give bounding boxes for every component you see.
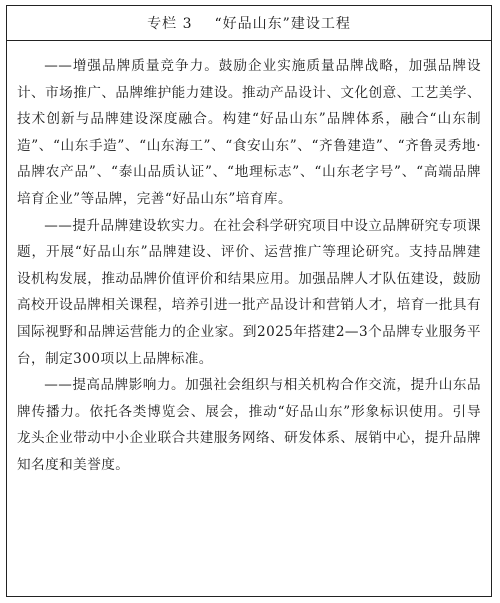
box-title: “好品山东”建设工程: [214, 16, 351, 32]
paragraph-brand-quality: ——增强品牌质量竞争力。鼓励企业实施质量品牌战略，加强品牌设计、市场推广、品牌维护能力建设。推动产品设计、文化创意、工艺美学、技术创新与品牌建设深度融合。构建“好品山东”品牌体系，融合“山东制造”、“山东手造”、“山东海工”、“食安山东”、“齐鲁建造”、“齐鲁灵秀地·品牌农产品”、“泰山品质认证”、“地理标志”、“山东老字号”、“高端品牌培育企业”等品牌，完善“好品山东”培育库。: [17, 58, 481, 207]
box-body: [7, 41, 491, 479]
paragraph-influence: ——提高品牌影响力。加强社会组织与相关机构合作交流，提升山东品牌传播力。依托各类博览会、展会，推动“好品山东”形象标识使用。引导龙头企业带动中小企业联合共建服务网络、研发体系、展销中心，提升品牌知名度和美誉度。: [17, 377, 481, 473]
box-label: 专栏 3: [147, 16, 193, 32]
box-header: [7, 6, 491, 41]
paragraph-soft-power: ——提升品牌建设软实力。在社会科学研究项目中设立品牌研究专项课题，开展“好品山东”品牌建设、评价、运营推广等理论研究。支持品牌建设机构发展，推动品牌价值评价和结果应用。加强品牌人才队伍建设，鼓励高校开设品牌相关课程，培养引进一批产品设计和营销人才，培育一批具有国际视野和品牌运营能力的企业家。到2025年搭建2—3个品牌专业服务平台，制定300项以上品牌标准。: [17, 217, 481, 367]
feature-box: [6, 5, 492, 597]
